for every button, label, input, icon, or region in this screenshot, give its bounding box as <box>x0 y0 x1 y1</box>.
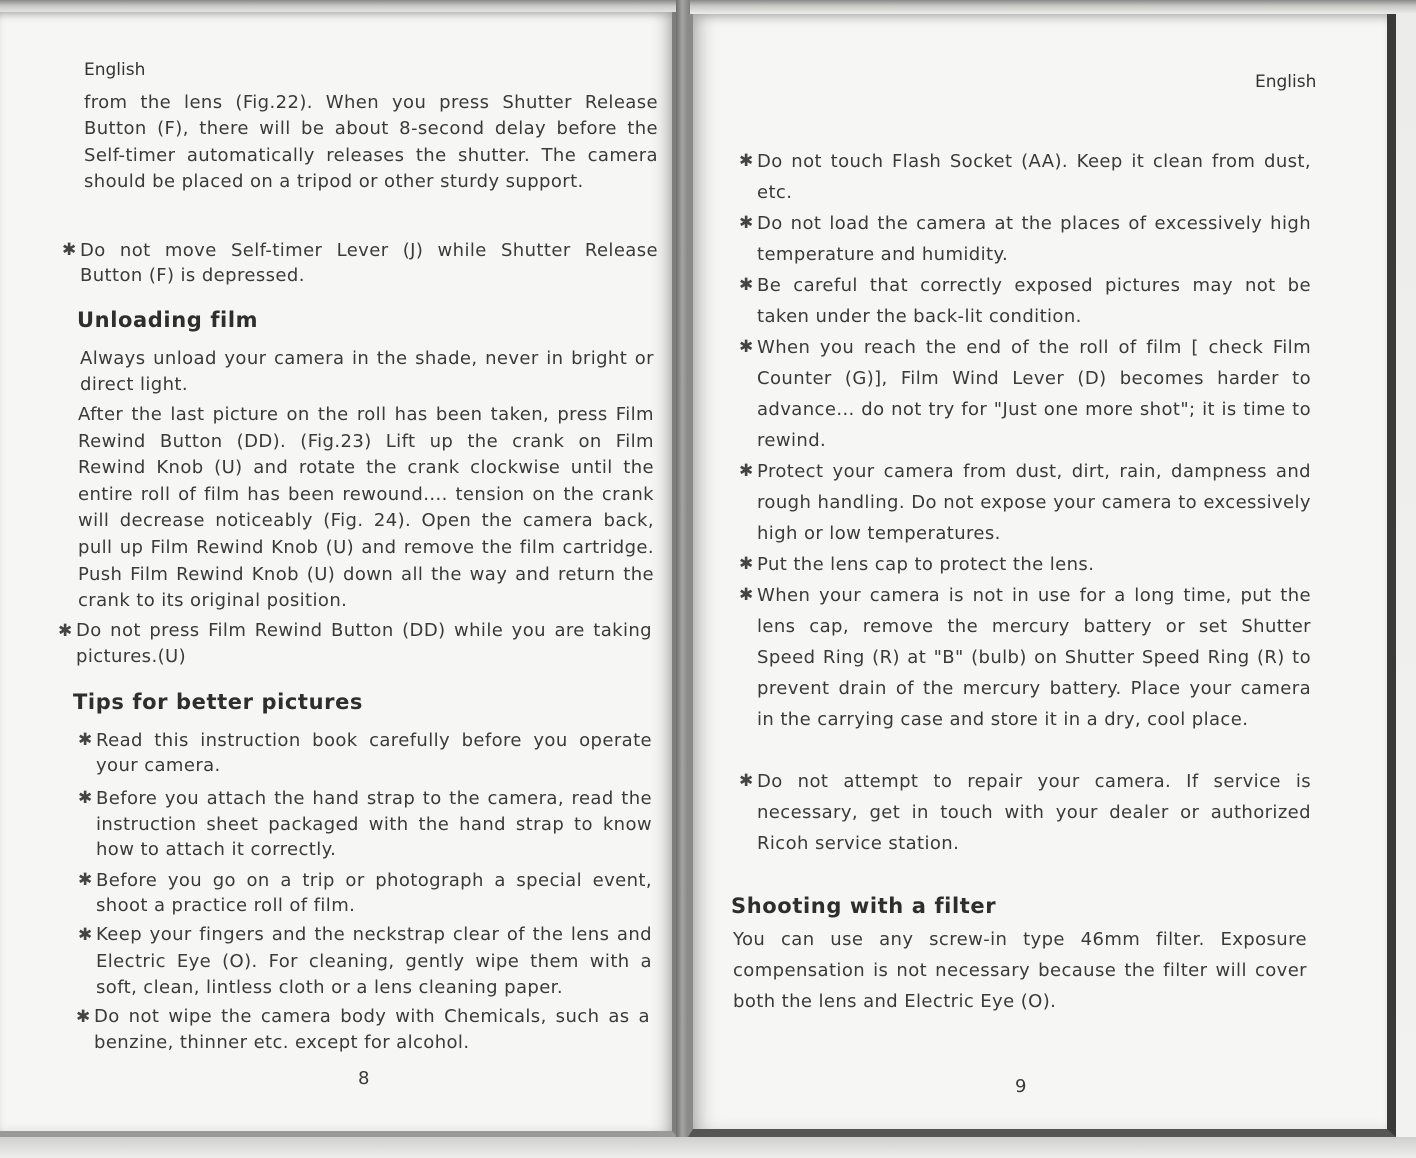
asterisk-icon: ✱ <box>739 337 754 357</box>
unloading-note <box>58 618 652 670</box>
right-note-item <box>739 146 1311 208</box>
book-bottom-edge <box>0 1137 1416 1158</box>
right-note-text: When your camera is not in use for a long time, put the lens cap, remove the mercury battery or set Shutter Speed Ring (R) at "B" (bulb) on Shutter Speed Ring (R) to prevent drain of the mercury battery. Place your camera in the carrying case and store it in a dry, cool place. <box>757 585 1311 730</box>
asterisk-icon: ✱ <box>78 730 93 750</box>
right-note-item <box>739 456 1311 549</box>
tip-item <box>78 728 652 778</box>
tip-item <box>76 1004 650 1056</box>
asterisk-icon: ✱ <box>739 771 754 791</box>
left-intro-note-text: Do not move Self-timer Lever (J) while Shutter Release Button (F) is depressed. <box>80 240 658 286</box>
left-page <box>0 12 678 1137</box>
asterisk-icon: ✱ <box>739 554 754 574</box>
left-intro-note <box>62 238 658 288</box>
tip-text: Do not wipe the camera body with Chemicals, such as a benzine, thinner etc. except for alcohol. <box>94 1006 650 1053</box>
left-intro-text: from the lens (Fig.22). When you press Shutter Release Button (F), there will be about 8-second delay before the Self-timer automatically releases the shutter. The camera should be placed on a tripod or other sturdy support. <box>84 92 658 192</box>
right-page-number: 9 <box>1015 1076 1027 1097</box>
unloading-film-heading: Unloading film <box>77 308 259 332</box>
right-note-text: Do not touch Flash Socket (AA). Keep it clean from dust, etc. <box>757 151 1311 203</box>
unloading-paragraph-1: Always unload your camera in the shade, never in bright or direct light. <box>80 348 654 395</box>
tip-item <box>78 786 652 863</box>
asterisk-icon: ✱ <box>58 621 73 641</box>
right-note-text: Put the lens cap to protect the lens. <box>757 554 1095 575</box>
tip-text: Read this instruction book carefully before you operate your camera. <box>96 730 652 776</box>
right-page <box>688 14 1396 1137</box>
tip-text: Before you attach the hand strap to the camera, read the instruction sheet packaged with the hand strap to know how to attach it correctly. <box>96 788 652 860</box>
asterisk-icon: ✱ <box>739 151 754 171</box>
tip-text: Before you go on a trip or photograph a special event, shoot a practice roll of film. <box>96 870 652 916</box>
right-note-text: Be careful that correctly exposed pictures may not be taken under the back-lit condition. <box>757 275 1311 327</box>
right-note-text: Do not attempt to repair your camera. If service is necessary, get in touch with your dealer or authorized Ricoh service station. <box>757 771 1311 854</box>
right-note-item <box>739 332 1311 456</box>
tip-item <box>78 868 652 918</box>
right-language-label: English <box>1255 72 1317 92</box>
asterisk-icon: ✱ <box>78 870 93 890</box>
filter-heading: Shooting with a filter <box>731 894 997 918</box>
right-note-item <box>739 766 1311 859</box>
right-note-item <box>739 580 1311 735</box>
unloading-note-text: Do not press Film Rewind Button (DD) while you are taking pictures.(U) <box>76 620 652 667</box>
asterisk-icon: ✱ <box>78 788 93 808</box>
tip-text: Keep your fingers and the neckstrap clear of the lens and Electric Eye (O). For cleaning, gently wipe them with a soft, clean, lintless cloth or a lens cleaning paper. <box>96 924 652 998</box>
asterisk-icon: ✱ <box>78 925 93 945</box>
tip-item <box>78 922 652 1002</box>
right-note-text: Protect your camera from dust, dirt, rain, dampness and rough handling. Do not expose your camera to excessively high or low temperatures. <box>757 461 1311 544</box>
asterisk-icon: ✱ <box>739 461 754 481</box>
right-note-text: When you reach the end of the roll of film [ check Film Counter (G)], Film Wind Lever (D) becomes harder to advance... do not try for "Just one more shot"; it is time to rewind. <box>757 337 1311 451</box>
asterisk-icon: ✱ <box>76 1007 91 1027</box>
asterisk-icon: ✱ <box>739 213 754 233</box>
left-language-label: English <box>84 60 146 80</box>
filter-text: You can use any screw-in type 46mm filter. Exposure compensation is not necessary because the filter will cover both the lens and Electric Eye (O). <box>733 929 1307 1012</box>
tips-heading: Tips for better pictures <box>73 690 364 714</box>
asterisk-icon: ✱ <box>62 240 77 260</box>
asterisk-icon: ✱ <box>739 275 754 295</box>
right-note-text: Do not load the camera at the places of excessively high temperature and humidity. <box>757 213 1311 265</box>
right-note-item <box>739 208 1311 270</box>
right-note-item <box>739 549 1311 580</box>
asterisk-icon: ✱ <box>739 585 754 605</box>
right-note-item <box>739 270 1311 332</box>
left-page-number: 8 <box>358 1068 370 1089</box>
unloading-paragraph-2: After the last picture on the roll has been taken, press Film Rewind Button (DD). (Fig.23) Lift up the crank on Film Rewind Knob (U) and rotate the crank clockwise until the entire roll of film has been rewound.... tension on the crank will decrease noticeably (Fig. 24). Open the camera back, pull up Film Rewind Knob (U) and remove the film cartridge. Push Film Rewind Knob (U) down all the way and return the crank to its original position. <box>78 404 654 612</box>
